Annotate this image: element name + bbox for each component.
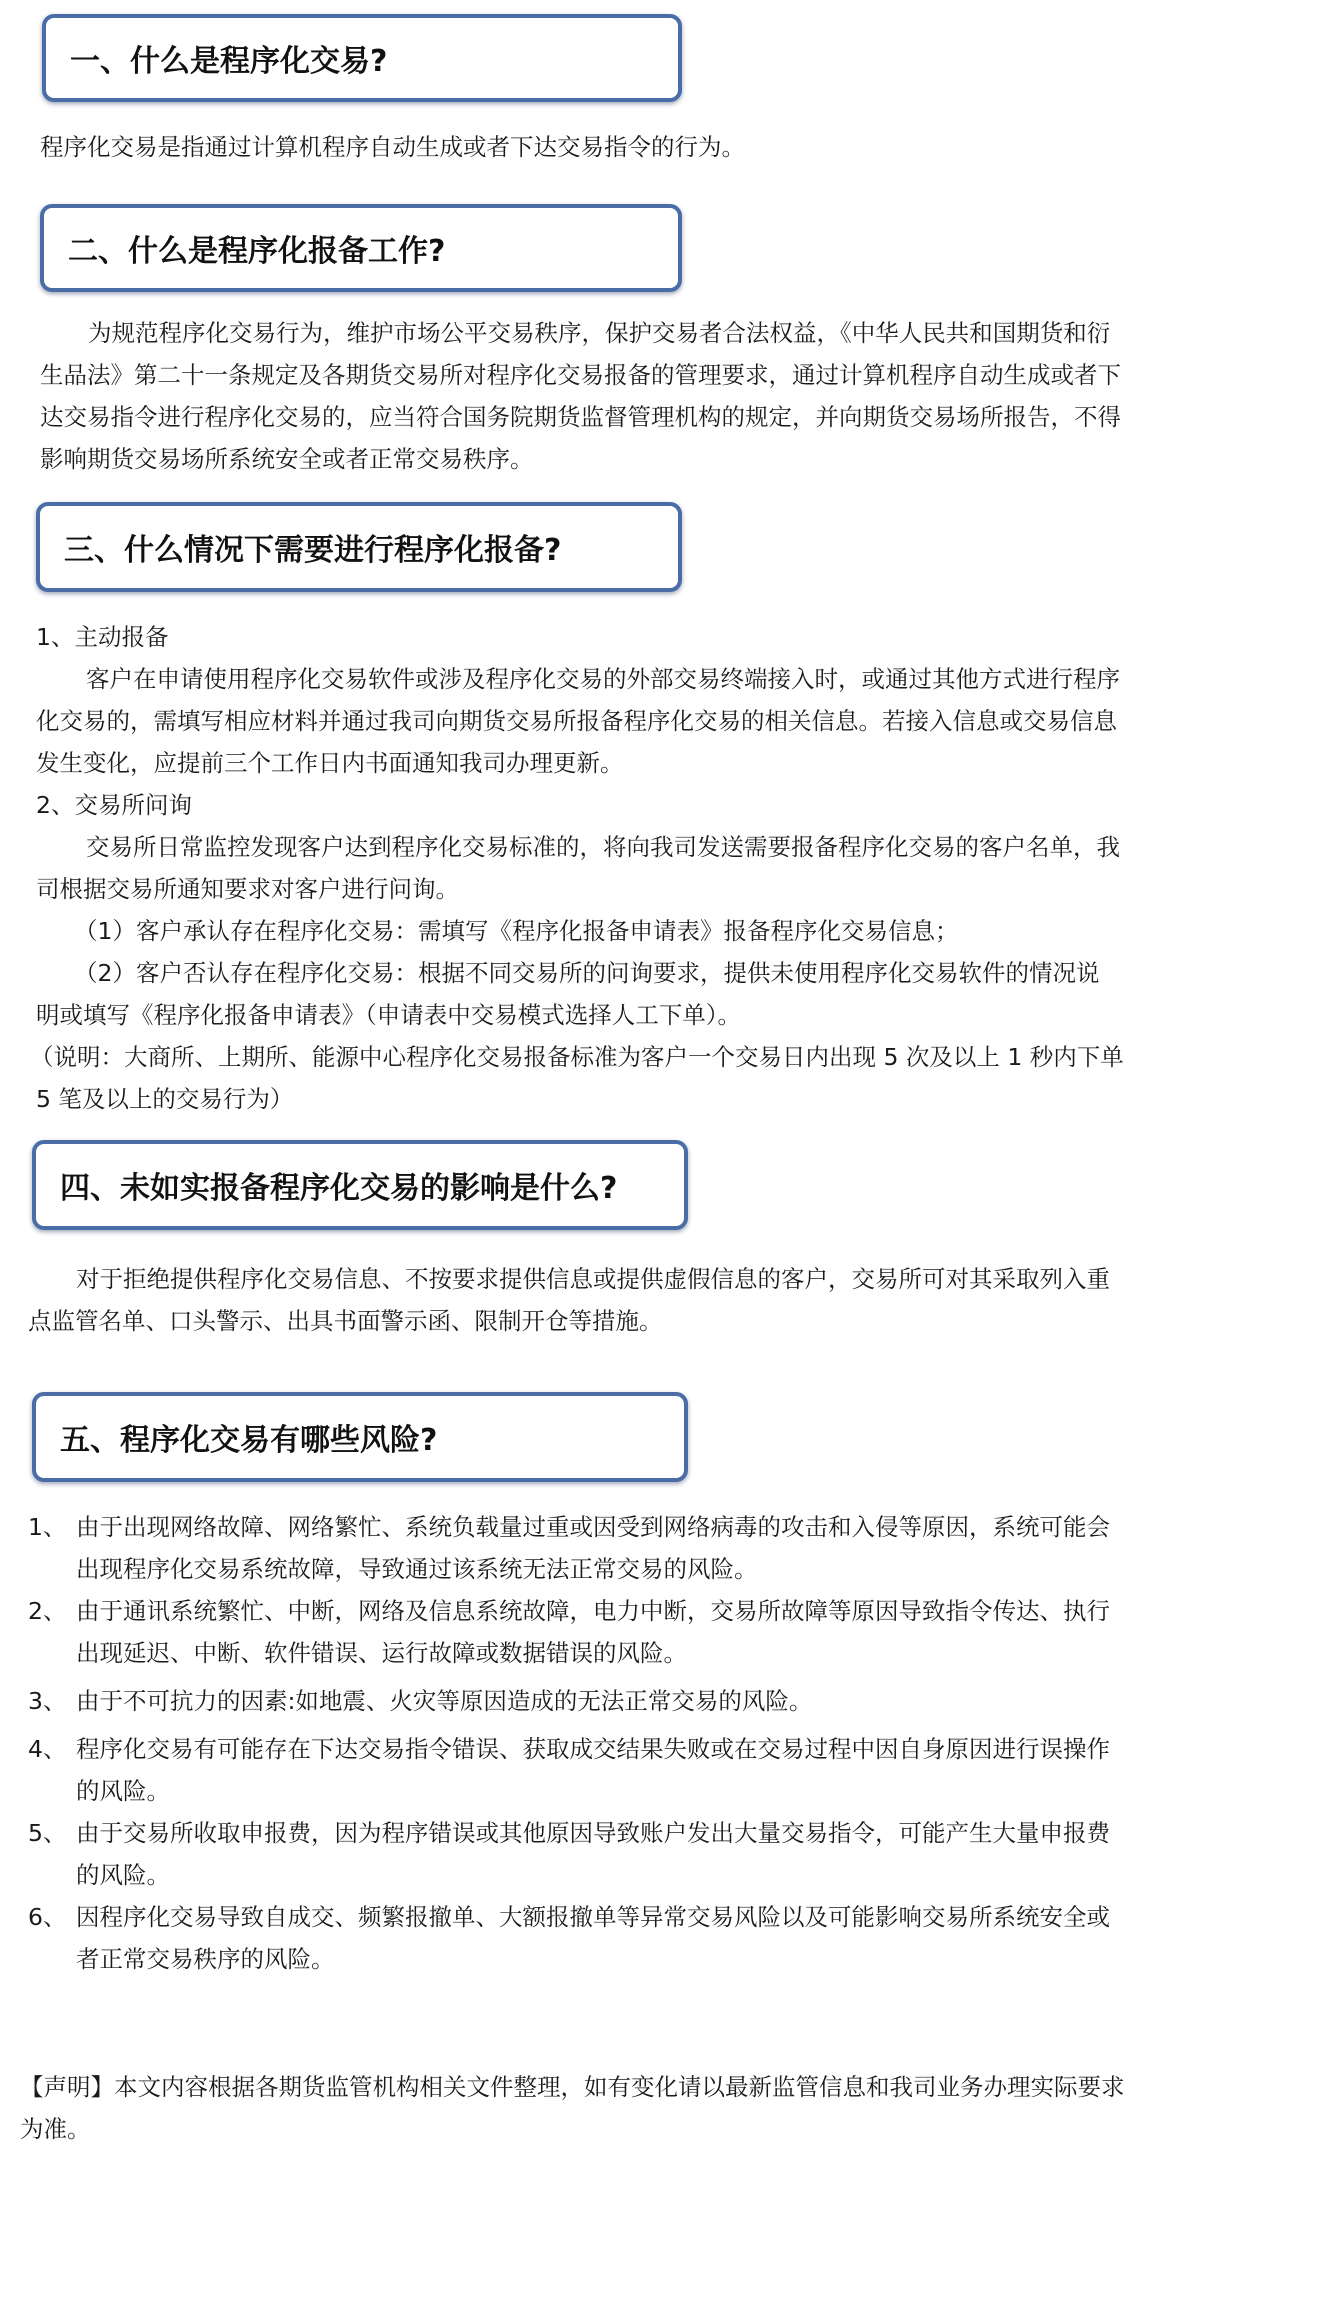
risk-item-text: 由于通讯系统繁忙、中断，网络及信息系统故障，电力中断，交易所故障等原因导致指令传达、执行 [76,1597,1110,1625]
section-2-text-line: 生品法》第二十一条规定及各期货交易所对程序化交易报备的管理要求，通过计算机程序自动生成或者下 [40,361,1121,389]
risk-item-text: 出现程序化交易系统故障，导致通过该系统无法正常交易的风险。 [76,1555,758,1583]
risk-item-text: 程序化交易有可能存在下达交易指令错误、获取成交结果失败或在交易过程中因自身原因进行误操作 [76,1735,1110,1763]
section-3-text-line: 交易所日常监控发现客户达到程序化交易标准的，将向我司发送需要报备程序化交易的客户名单，我 [86,833,1120,861]
risk-item-number: 6、 [28,1903,67,1931]
section-2-text-line: 影响期货交易场所系统安全或者正常交易秩序。 [40,445,534,473]
section-3-subtitle-2: 2、交易所问询 [36,791,192,819]
section-2-heading: 二、什么是程序化报备工作? [40,204,682,292]
risk-item-text: 由于交易所收取申报费，因为程序错误或其他原因导致账户发出大量交易指令，可能产生大量申报费 [76,1819,1110,1847]
section-3-text-line: （1）客户承认存在程序化交易：需填写《程序化报备申请表》报备程序化交易信息； [74,917,959,945]
section-4-heading: 四、未如实报备程序化交易的影响是什么? [32,1140,688,1230]
section-5-heading: 五、程序化交易有哪些风险? [32,1392,688,1482]
disclaimer-line: 为准。 [20,2115,91,2143]
section-3-text-line: （2）客户否认存在程序化交易：根据不同交易所的问询要求，提供未使用程序化交易软件的情况说 [74,959,1100,987]
section-3-subtitle-1: 1、主动报备 [36,623,169,651]
section-3-text-line: 客户在申请使用程序化交易软件或涉及程序化交易的外部交易终端接入时，或通过其他方式进行程序 [86,665,1120,693]
section-3-text-line: 司根据交易所通知要求对客户进行问询。 [36,875,459,903]
risk-item-number: 3、 [28,1687,67,1715]
risk-item-text: 因程序化交易导致自成交、频繁报撤单、大额报撤单等异常交易风险以及可能影响交易所系统安全或 [76,1903,1110,1931]
section-3-note-line: （说明：大商所、上期所、能源中心程序化交易报备标准为客户一个交易日内出现 5 次及以上 1 秒内下单 [30,1043,1124,1071]
section-2-text-line: 达交易指令进行程序化交易的，应当符合国务院期货监督管理机构的规定，并向期货交易场所报告，不得 [40,403,1121,431]
section-2-text-line: 为规范程序化交易行为，维护市场公平交易秩序，保护交易者合法权益，《中华人民共和国期货和衍 [88,319,1111,347]
section-3-text-line: 化交易的，需填写相应材料并通过我司向期货交易所报备程序化交易的相关信息。若接入信息或交易信息 [36,707,1117,735]
risk-item-number: 2、 [28,1597,67,1625]
risk-item-number: 4、 [28,1735,67,1763]
section-1-heading: 一、什么是程序化交易? [42,14,682,102]
risk-item-number: 1、 [28,1513,67,1541]
risk-item-text: 的风险。 [76,1861,170,1889]
section-3-text-line: 发生变化，应提前三个工作日内书面通知我司办理更新。 [36,749,624,777]
risk-item-text: 由于出现网络故障、网络繁忙、系统负载量过重或因受到网络病毒的攻击和入侵等原因，系统可能会 [76,1513,1110,1541]
section-4-text-line: 点监管名单、口头警示、出具书面警示函、限制开仓等措施。 [28,1307,663,1335]
risk-item-text: 者正常交易秩序的风险。 [76,1945,335,1973]
section-3-heading: 三、什么情况下需要进行程序化报备? [36,502,682,592]
risk-item-text: 出现延迟、中断、软件错误、运行故障或数据错误的风险。 [76,1639,687,1667]
section-3-note-line: 5 笔及以上的交易行为） [36,1085,294,1113]
risk-item-text: 由于不可抗力的因素:如地震、火灾等原因造成的无法正常交易的风险。 [76,1687,813,1715]
disclaimer-line: 【声明】本文内容根据各期货监管机构相关文件整理，如有变化请以最新监管信息和我司业务办理实际要求 [20,2073,1125,2101]
risk-item-number: 5、 [28,1819,67,1847]
section-1-text: 程序化交易是指通过计算机程序自动生成或者下达交易指令的行为。 [40,133,745,161]
risk-item-text: 的风险。 [76,1777,170,1805]
section-3-text-line: 明或填写《程序化报备申请表》（申请表中交易模式选择人工下单）。 [36,1001,741,1029]
section-4-text-line: 对于拒绝提供程序化交易信息、不按要求提供信息或提供虚假信息的客户，交易所可对其采取列入重 [76,1265,1110,1293]
